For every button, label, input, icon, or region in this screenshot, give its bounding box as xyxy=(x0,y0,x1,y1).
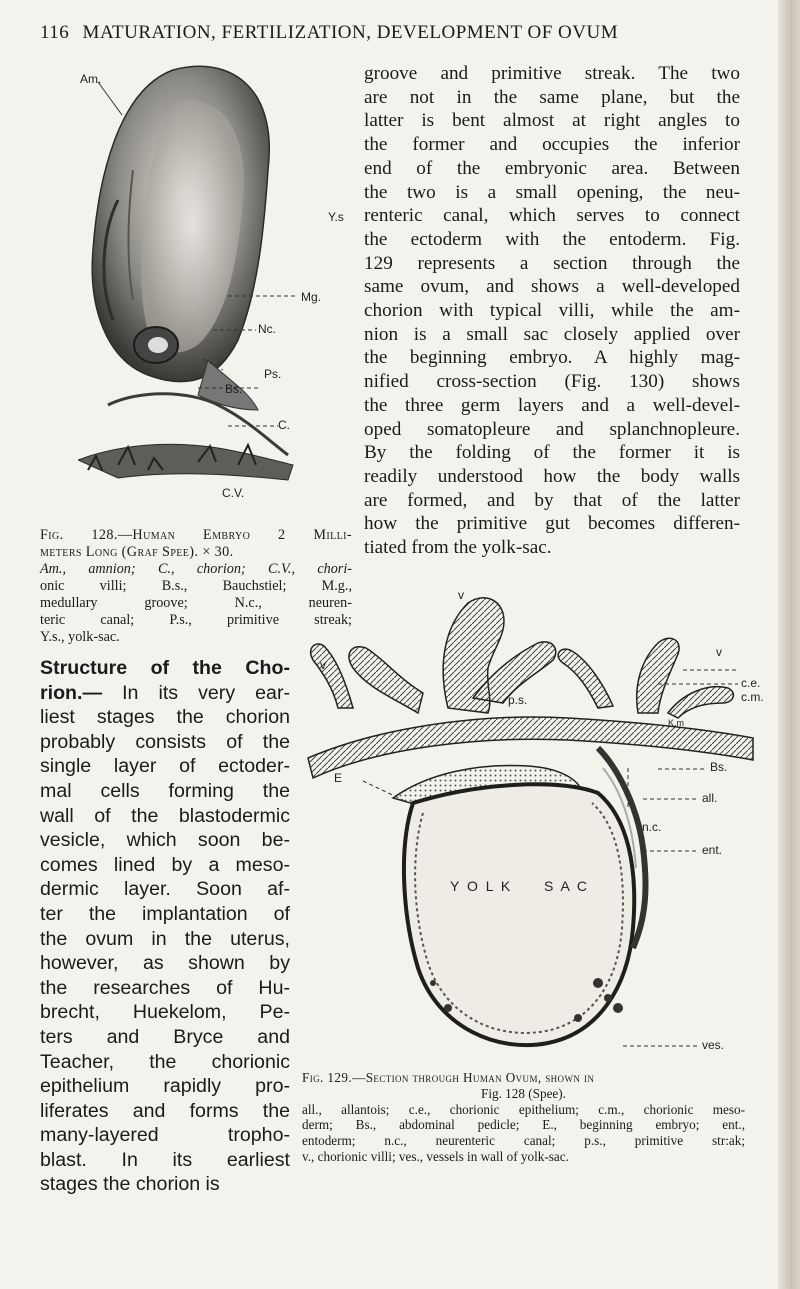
figure-129 xyxy=(298,588,764,1063)
text-line: blast. In its earliest xyxy=(40,1148,290,1171)
text-line: nified cross-section (Fig. 130) shows xyxy=(364,371,740,393)
text-line: readily understood how the body walls xyxy=(364,465,740,487)
text-line: ter the implantation of xyxy=(40,902,290,925)
label-ps: Ps. xyxy=(264,367,282,381)
figure-128 xyxy=(78,60,348,500)
text-line: By the folding of the former it is xyxy=(364,442,740,464)
text-line: how the primitive gut becomes differen- xyxy=(364,513,740,535)
page-edge xyxy=(778,0,800,1289)
caption-sub: Fig. 128 (Spee). xyxy=(481,1085,566,1101)
text-line: probably consists of the xyxy=(40,730,290,753)
caption-line: teric canal; P.s., primitive streak; xyxy=(40,612,352,628)
caption-title: Fig. 129.—Section through Human Ovum, shown in xyxy=(302,1070,595,1085)
ovum-section-illustration xyxy=(298,588,761,1063)
label-yolk: Y O L K xyxy=(450,878,513,894)
label-ce: c.e. xyxy=(741,676,761,690)
label-bs: Bs. xyxy=(710,760,728,774)
label-ves: ves. xyxy=(702,1038,725,1052)
text-line: nion is a small sac closely applied over xyxy=(364,323,740,345)
text-line: the two is a small opening, the neu- xyxy=(364,181,740,203)
label-ps: p.s. xyxy=(508,693,528,707)
section-heading-2: rion.— xyxy=(40,681,103,704)
text-line: vesicle, which soon be- xyxy=(40,829,290,852)
label-km: K.m xyxy=(668,718,685,728)
text-line: brecht, Huekelom, Pe- xyxy=(40,1001,290,1024)
label-v: v xyxy=(458,588,464,602)
text-line: the ovum in the uterus, xyxy=(40,927,290,950)
label-cm: c.m. xyxy=(741,690,764,704)
label-nc: Nc. xyxy=(258,322,276,336)
text-line: comes lined by a meso- xyxy=(40,853,290,876)
caption-line: derm; Bs., abdominal pedicle; E., beginning embryo; ent., xyxy=(302,1117,745,1133)
running-head xyxy=(40,22,740,44)
label-am: Am. xyxy=(80,72,102,86)
text-line: ters and Bryce and xyxy=(40,1025,290,1048)
caption-line: all., allantois; c.e., chorionic epithelium; c.m., chorionic meso- xyxy=(302,1101,745,1117)
text-line: many-layered tropho- xyxy=(40,1124,290,1147)
caption-title-2: meters Long (Graf Spee). × 30. xyxy=(40,544,234,560)
text-line: latter is bent almost at right angles to xyxy=(364,110,740,132)
label-v: v xyxy=(320,658,326,672)
text-line: chorion with typical villi, while the am- xyxy=(364,300,740,322)
text-line: oped somatopleure and splanchnopleure. xyxy=(364,418,740,440)
label-all: all. xyxy=(702,791,718,805)
text-line: same ovum, and shows a well-developed xyxy=(364,276,740,298)
label-cv: C.V. xyxy=(222,486,245,500)
text-line: the former and occupies the inferior xyxy=(364,134,740,156)
label-nc: n.c. xyxy=(642,820,662,834)
label-sac: S A C xyxy=(544,878,590,894)
text-line: single layer of ectoder- xyxy=(40,755,290,778)
text-line: epithelium rapidly pro- xyxy=(40,1075,290,1098)
text-line: wall of the blastodermic xyxy=(40,804,290,827)
figure-129-caption xyxy=(302,1070,745,1165)
label-ent: ent. xyxy=(702,843,723,857)
caption-line: medullary groove; N.c., neuren- xyxy=(40,595,352,611)
text-line: however, as shown by xyxy=(40,952,290,975)
label-bs: Bs. xyxy=(225,382,243,396)
text-line: the three germ layers and a well-devel- xyxy=(364,394,740,416)
caption-title: Fig. 128.—Human Embryo 2 Milli- xyxy=(40,527,352,543)
running-title: MATURATION, FERTILIZATION, DEVELOPMENT OF OVUM xyxy=(82,22,619,43)
text-line: liest stages the chorion xyxy=(40,706,290,729)
text-line: groove and primitive streak. The two xyxy=(364,63,740,84)
label-e: E xyxy=(334,771,343,785)
text-line: Teacher, the chorionic xyxy=(40,1050,290,1073)
text-line: the ectoderm with the entoderm. Fig. xyxy=(364,228,740,250)
label-c: C. xyxy=(278,418,290,432)
embryo-illustration xyxy=(78,60,348,500)
text-line: 129 represents a section through the xyxy=(364,252,740,274)
label-v: v xyxy=(716,645,722,659)
caption-line: Am., amnion; C., chorion; C.V., chori- xyxy=(40,561,352,577)
page-number: 116 xyxy=(40,22,70,43)
section-heading: Structure of the Cho- xyxy=(40,657,290,679)
caption-line: Y.s., yolk-sac. xyxy=(40,629,120,645)
text-line: renteric canal, which serves to connect xyxy=(364,205,740,227)
caption-line: v., chorionic villi; ves., vessels in wall of yolk-sac. xyxy=(302,1148,569,1164)
label-ys: Y.s xyxy=(328,210,344,224)
text-line: liferates and forms the xyxy=(40,1099,290,1122)
label-mg: Mg. xyxy=(301,290,322,304)
text-line: end of the embryonic area. Between xyxy=(364,157,740,179)
body-text-left xyxy=(40,656,290,1197)
text-line: mal cells forming the xyxy=(40,779,290,802)
text-line: In its very ear- xyxy=(102,681,290,704)
text-line: dermic layer. Soon af- xyxy=(40,878,290,901)
text-line: are not in the same plane, but the xyxy=(364,86,740,108)
caption-line: onic villi; B.s., Bauchstiel; M.g., xyxy=(40,578,352,594)
body-text-right xyxy=(364,62,740,560)
text-line: tiated from the yolk-sac. xyxy=(364,537,552,559)
text-line: the researches of Hu- xyxy=(40,976,290,999)
caption-line: entoderm; n.c., neurenteric canal; p.s., primitive str:ak; xyxy=(302,1133,745,1149)
text-line: stages the chorion is xyxy=(40,1173,220,1196)
text-line: the beginning embryo. A highly mag- xyxy=(364,347,740,369)
text-line: are formed, and by that of the latter xyxy=(364,489,740,511)
